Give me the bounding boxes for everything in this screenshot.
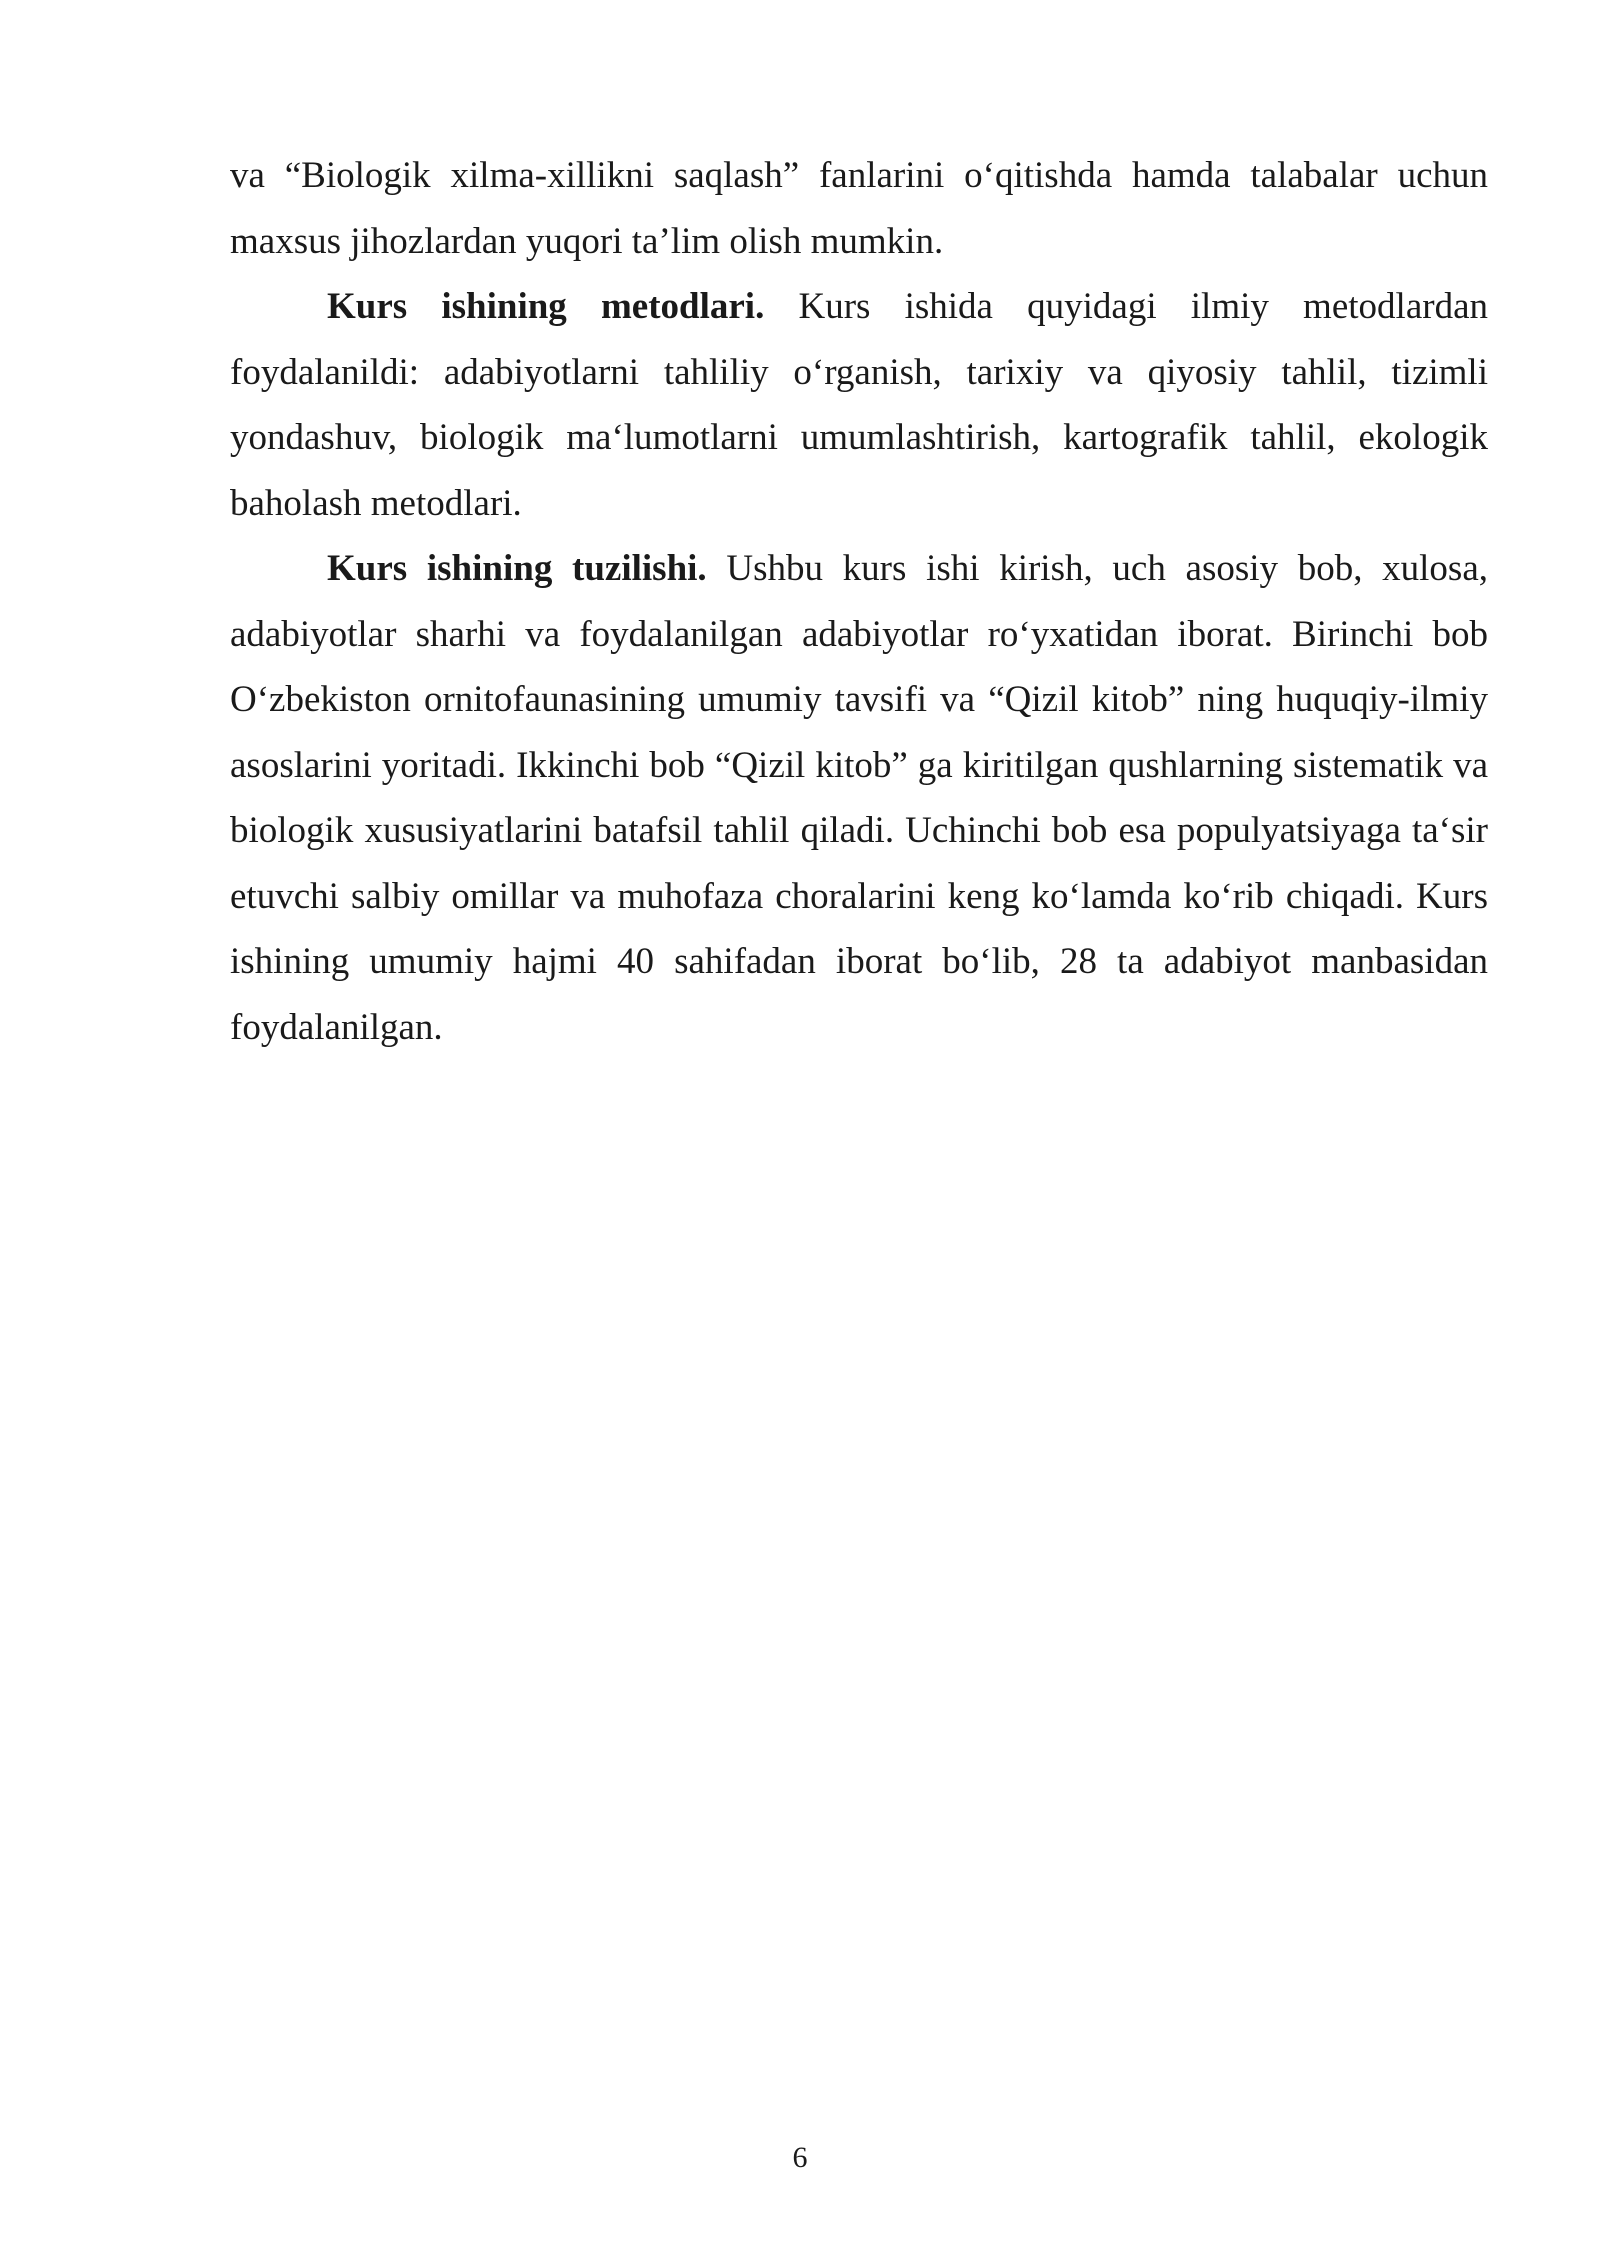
body-text bbox=[230, 143, 1488, 1060]
paragraph-text: Ushbu kurs ishi kirish, uch asosiy bob, xulosa, adabiyotlar sharhi va foydalanilgan adabiyotlar ro‘yxatidan iborat. Birinchi bob O‘zbekiston ornitofaunasining umumiy tavsifi va “Qizil kitob” ning huquqiy-ilmiy asoslarini yoritadi. Ikkinchi bob “Qizil kitob” ga kiritilgan qushlarning sistematik va biologik xususiyatlarini batafsil tahlil qiladi. Uchinchi bob esa populyatsiyaga ta‘sir etuvchi salbiy omillar va muhofaza choralarini keng ko‘lamda ko‘rib chiqadi. Kurs ishining umumiy hajmi 40 sahifadan iborat bo‘lib, 28 ta adabiyot manbasidan foydalanilgan. bbox=[230, 548, 1488, 1048]
paragraph-text: Kurs ishida quyidagi ilmiy metodlardan foydalanildi: adabiyotlarni tahliliy o‘rganish, tarixiy va qiyosiy tahlil, tizimli yondashuv, biologik ma‘lumotlarni umumlashtirish, kartografik tahlil, ekologik baholash metodlari. bbox=[230, 286, 1488, 524]
paragraph-continuation bbox=[230, 143, 1488, 274]
paragraph-heading: Kurs ishining metodlari. bbox=[327, 286, 765, 327]
paragraph-heading: Kurs ishining tuzilishi. bbox=[327, 548, 707, 589]
paragraph-structure bbox=[230, 536, 1488, 1060]
paragraph-text: va “Biologik xilma-xillikni saqlash” fanlarini o‘qitishda hamda talabalar uchun maxsus jihozlardan yuqori ta’lim olish mumkin. bbox=[230, 155, 1488, 262]
paragraph-methods bbox=[230, 274, 1488, 536]
page-number: 6 bbox=[792, 2141, 808, 2174]
